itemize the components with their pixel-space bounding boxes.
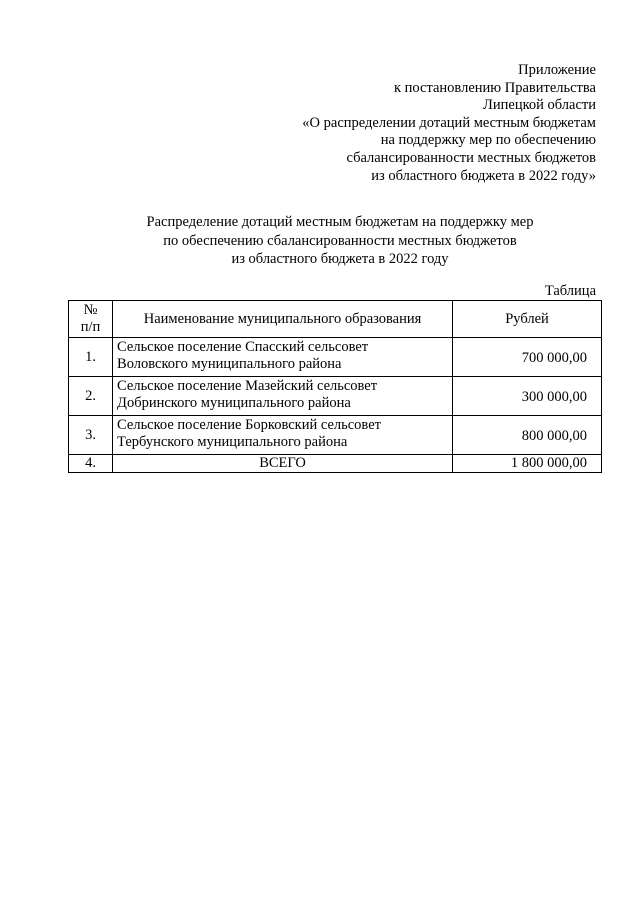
row-sum: 800 000,00 — [453, 416, 602, 455]
total-label: ВСЕГО — [113, 455, 453, 473]
header-number-line2: п/п — [80, 319, 101, 335]
table-row — [69, 377, 602, 416]
row-name-line1: Сельское поселение Борковский сельсовет — [117, 417, 381, 433]
appendix-line: Приложение — [518, 62, 596, 78]
table-header-row — [69, 301, 602, 338]
row-number: 1. — [69, 338, 113, 377]
row-name — [113, 338, 453, 377]
header-name: Наименование муниципального образования — [113, 301, 453, 338]
row-sum: 300 000,00 — [453, 377, 602, 416]
document-title — [60, 213, 620, 269]
total-row — [69, 455, 602, 473]
row-number: 3. — [69, 416, 113, 455]
row-name — [113, 377, 453, 416]
row-name-line1: Сельское поселение Мазейский сельсовет — [117, 378, 378, 394]
header-number-line1: № — [83, 302, 98, 318]
row-number: 2. — [69, 377, 113, 416]
appendix-line: «О распределении дотаций местным бюджетам — [302, 114, 596, 131]
row-name-line2: Добринского муниципального района — [117, 395, 351, 411]
distribution-table — [68, 300, 602, 473]
table-caption: Таблица — [544, 283, 596, 299]
appendix-line: из областного бюджета в 2022 году» — [371, 167, 596, 184]
row-name — [113, 416, 453, 455]
appendix-line: Липецкой области — [483, 97, 596, 114]
appendix-line: к постановлению Правительства — [394, 79, 596, 96]
row-name-line2: Тербунского муниципального района — [117, 434, 348, 450]
header-sum: Рублей — [453, 301, 602, 338]
title-line: Распределение дотаций местным бюджетам на поддержку мер — [146, 214, 534, 230]
title-line: по обеспечению сбалансированности местных бюджетов — [163, 232, 517, 249]
appendix-line: на поддержку мер по обеспечению — [380, 132, 596, 149]
row-name-line1: Сельское поселение Спасский сельсовет — [117, 339, 369, 355]
row-sum: 700 000,00 — [453, 338, 602, 377]
table-row — [69, 416, 602, 455]
row-name-line2: Воловского муниципального района — [117, 356, 342, 372]
title-line: из областного бюджета в 2022 году — [231, 251, 449, 267]
table-row — [69, 338, 602, 377]
total-number: 4. — [69, 455, 113, 473]
header-number — [69, 301, 113, 338]
appendix-block — [256, 62, 596, 185]
total-sum: 1 800 000,00 — [453, 455, 602, 473]
appendix-line: сбалансированности местных бюджетов — [346, 149, 596, 166]
